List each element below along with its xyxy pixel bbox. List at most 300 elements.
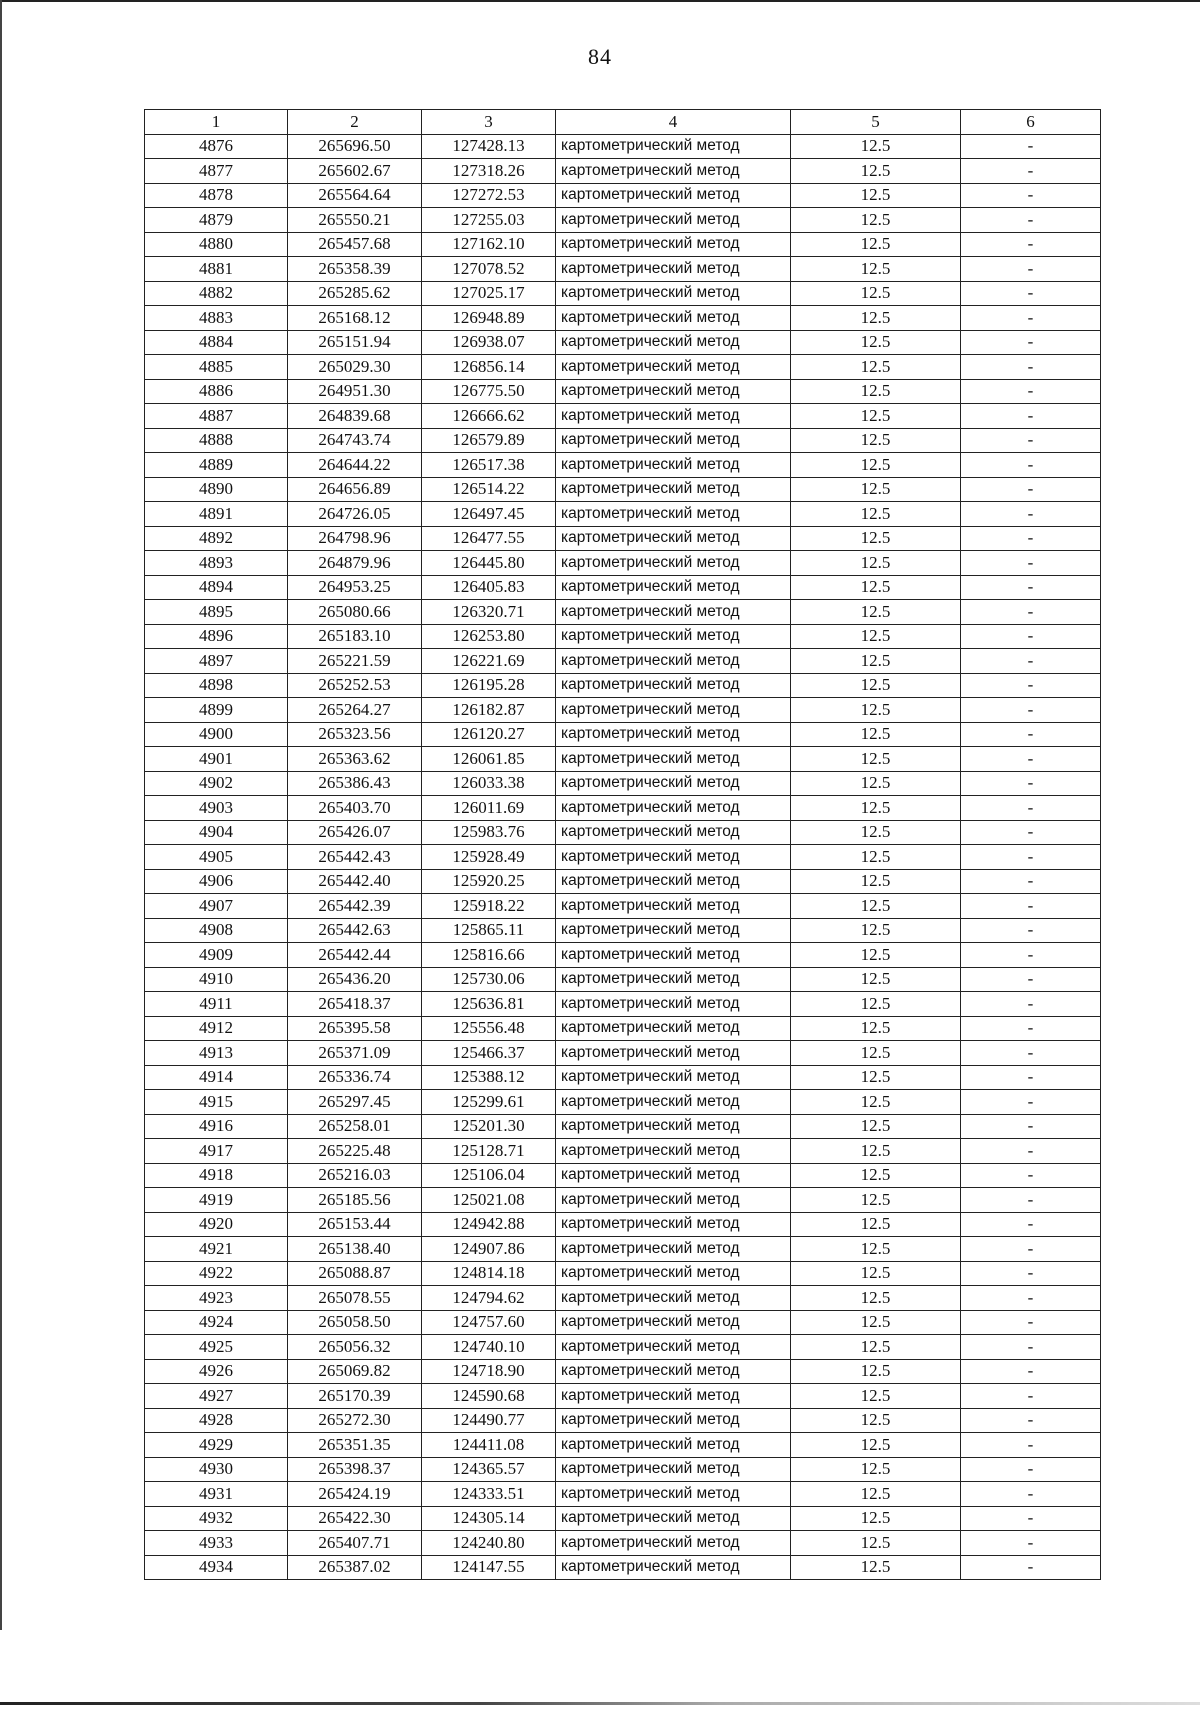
table-cell: 12.5 (791, 159, 961, 184)
table-row (145, 649, 1101, 674)
table-cell: картометрический метод (556, 355, 791, 380)
table-cell: 124240.80 (422, 1531, 556, 1556)
table-cell: 126221.69 (422, 649, 556, 674)
table-row (145, 624, 1101, 649)
table-cell: 4925 (145, 1335, 288, 1360)
table-cell: 12.5 (791, 894, 961, 919)
table-cell: - (961, 1261, 1101, 1286)
table-cell: 4933 (145, 1531, 288, 1556)
table-cell: 124305.14 (422, 1506, 556, 1531)
table-cell: 4919 (145, 1188, 288, 1213)
table-row (145, 477, 1101, 502)
table-cell: 264656.89 (288, 477, 422, 502)
scan-edge-bottom (0, 1702, 1200, 1705)
table-cell: картометрический метод (556, 943, 791, 968)
table-cell: 4908 (145, 918, 288, 943)
table-row (145, 453, 1101, 478)
table-row (145, 722, 1101, 747)
table-cell: картометрический метод (556, 771, 791, 796)
table-cell: картометрический метод (556, 796, 791, 821)
table-cell: 125983.76 (422, 820, 556, 845)
table-cell: - (961, 1433, 1101, 1458)
table-cell: 12.5 (791, 673, 961, 698)
table-row (145, 159, 1101, 184)
table-cell: картометрический метод (556, 1555, 791, 1580)
table-row (145, 1016, 1101, 1041)
table-row (145, 1065, 1101, 1090)
table-row (145, 869, 1101, 894)
table-cell: 126514.22 (422, 477, 556, 502)
table-cell: 265272.30 (288, 1408, 422, 1433)
table-cell: картометрический метод (556, 257, 791, 282)
table-cell: - (961, 1482, 1101, 1507)
table-cell: 4910 (145, 967, 288, 992)
table-cell: 4882 (145, 281, 288, 306)
table-cell: 126120.27 (422, 722, 556, 747)
table-cell: 265170.39 (288, 1384, 422, 1409)
table-cell: 125201.30 (422, 1114, 556, 1139)
table-cell: 12.5 (791, 1335, 961, 1360)
table-row (145, 1384, 1101, 1409)
table-cell: картометрический метод (556, 722, 791, 747)
table-cell: картометрический метод (556, 1016, 791, 1041)
table-cell: 4898 (145, 673, 288, 698)
table-cell: картометрический метод (556, 1261, 791, 1286)
table-cell: картометрический метод (556, 1531, 791, 1556)
table-cell: 265185.56 (288, 1188, 422, 1213)
table-row (145, 673, 1101, 698)
table-cell: 124757.60 (422, 1310, 556, 1335)
table-cell: 4877 (145, 159, 288, 184)
table-cell: - (961, 1163, 1101, 1188)
table-cell: 265252.53 (288, 673, 422, 698)
table-cell: - (961, 355, 1101, 380)
table-cell: 265358.39 (288, 257, 422, 282)
table-cell: 4883 (145, 306, 288, 331)
table-cell: 265297.45 (288, 1090, 422, 1115)
table-cell: 12.5 (791, 992, 961, 1017)
table-cell: картометрический метод (556, 1482, 791, 1507)
table-cell: 126477.55 (422, 526, 556, 551)
table-cell: - (961, 992, 1101, 1017)
table-cell: 126497.45 (422, 502, 556, 527)
table-cell: - (961, 1555, 1101, 1580)
table-cell: 4885 (145, 355, 288, 380)
column-header: 2 (288, 110, 422, 135)
table-cell: 125920.25 (422, 869, 556, 894)
table-cell: картометрический метод (556, 1114, 791, 1139)
table-cell: картометрический метод (556, 232, 791, 257)
table-cell: - (961, 747, 1101, 772)
table-cell: 125730.06 (422, 967, 556, 992)
table-cell: 12.5 (791, 330, 961, 355)
table-row (145, 428, 1101, 453)
table-cell: 265602.67 (288, 159, 422, 184)
table-cell: - (961, 820, 1101, 845)
table-cell: - (961, 257, 1101, 282)
table-cell: 12.5 (791, 1139, 961, 1164)
table-cell: 125021.08 (422, 1188, 556, 1213)
table-cell: - (961, 943, 1101, 968)
table-row (145, 943, 1101, 968)
table-row (145, 1261, 1101, 1286)
table-cell: 127162.10 (422, 232, 556, 257)
table-row (145, 1090, 1101, 1115)
table-cell: 126011.69 (422, 796, 556, 821)
table-cell: 127318.26 (422, 159, 556, 184)
table-cell: картометрический метод (556, 1139, 791, 1164)
table-cell: картометрический метод (556, 992, 791, 1017)
table-row (145, 1188, 1101, 1213)
table-cell: - (961, 1114, 1101, 1139)
table-cell: 4897 (145, 649, 288, 674)
table-cell: картометрический метод (556, 404, 791, 429)
table-cell: картометрический метод (556, 1433, 791, 1458)
table-cell: 12.5 (791, 183, 961, 208)
table-row (145, 1163, 1101, 1188)
table-cell: 4886 (145, 379, 288, 404)
table-row (145, 1531, 1101, 1556)
table-cell: 4892 (145, 526, 288, 551)
table-cell: - (961, 330, 1101, 355)
table-cell: 265426.07 (288, 820, 422, 845)
table-row (145, 1457, 1101, 1482)
table-cell: картометрический метод (556, 600, 791, 625)
table-cell: - (961, 1408, 1101, 1433)
table-cell: - (961, 1212, 1101, 1237)
table-cell: 265398.37 (288, 1457, 422, 1482)
table-cell: 4900 (145, 722, 288, 747)
table-cell: 12.5 (791, 404, 961, 429)
table-cell: 12.5 (791, 1359, 961, 1384)
table-cell: 265407.71 (288, 1531, 422, 1556)
table-cell: 265225.48 (288, 1139, 422, 1164)
table-cell: - (961, 1090, 1101, 1115)
table-cell: 4930 (145, 1457, 288, 1482)
table-cell: картометрический метод (556, 624, 791, 649)
table-row (145, 1310, 1101, 1335)
table-cell: - (961, 281, 1101, 306)
table-cell: - (961, 1457, 1101, 1482)
table-cell: 12.5 (791, 453, 961, 478)
table-cell: картометрический метод (556, 183, 791, 208)
table-cell: - (961, 1016, 1101, 1041)
table-cell: - (961, 967, 1101, 992)
table-cell: 125865.11 (422, 918, 556, 943)
table-cell: 4904 (145, 820, 288, 845)
table-row (145, 1114, 1101, 1139)
table-cell: 265442.40 (288, 869, 422, 894)
table-cell: 12.5 (791, 796, 961, 821)
table-cell: 12.5 (791, 134, 961, 159)
table-cell: 4890 (145, 477, 288, 502)
table-cell: 12.5 (791, 208, 961, 233)
table-header-row (145, 110, 1101, 135)
table-cell: - (961, 1237, 1101, 1262)
table-cell: 125299.61 (422, 1090, 556, 1115)
table-cell: - (961, 1188, 1101, 1213)
table-cell: картометрический метод (556, 379, 791, 404)
table-row (145, 183, 1101, 208)
table-cell: - (961, 918, 1101, 943)
table-row (145, 1359, 1101, 1384)
table-cell: 265436.20 (288, 967, 422, 992)
table-cell: 124740.10 (422, 1335, 556, 1360)
table-cell: 265442.63 (288, 918, 422, 943)
table-cell: 265323.56 (288, 722, 422, 747)
table-cell: картометрический метод (556, 1457, 791, 1482)
table-cell: 4915 (145, 1090, 288, 1115)
table-cell: 265216.03 (288, 1163, 422, 1188)
table-cell: 4926 (145, 1359, 288, 1384)
table-cell: картометрический метод (556, 1359, 791, 1384)
table-cell: 12.5 (791, 649, 961, 674)
table-cell: 124942.88 (422, 1212, 556, 1237)
table-cell: 125556.48 (422, 1016, 556, 1041)
table-cell: 265422.30 (288, 1506, 422, 1531)
table-cell: 265285.62 (288, 281, 422, 306)
table-cell: 265442.39 (288, 894, 422, 919)
column-header: 4 (556, 110, 791, 135)
table-cell: 12.5 (791, 1188, 961, 1213)
table-cell: - (961, 1065, 1101, 1090)
table-cell: картометрический метод (556, 894, 791, 919)
table-row (145, 967, 1101, 992)
table-row (145, 918, 1101, 943)
table-row (145, 208, 1101, 233)
table-cell: 4916 (145, 1114, 288, 1139)
table-cell: - (961, 428, 1101, 453)
table-row (145, 1433, 1101, 1458)
table-cell: 4884 (145, 330, 288, 355)
table-cell: 12.5 (791, 845, 961, 870)
table-cell: 4932 (145, 1506, 288, 1531)
table-cell: 265403.70 (288, 796, 422, 821)
table-cell: 12.5 (791, 1555, 961, 1580)
table-cell: картометрический метод (556, 1090, 791, 1115)
table-cell: 12.5 (791, 477, 961, 502)
table-row (145, 1482, 1101, 1507)
table-cell: 265442.44 (288, 943, 422, 968)
table-cell: - (961, 404, 1101, 429)
table-row (145, 1408, 1101, 1433)
table-cell: 12.5 (791, 1310, 961, 1335)
table-cell: - (961, 1041, 1101, 1066)
table-cell: картометрический метод (556, 1286, 791, 1311)
table-cell: - (961, 796, 1101, 821)
table-cell: - (961, 894, 1101, 919)
table-cell: 12.5 (791, 281, 961, 306)
table-body (145, 134, 1101, 1580)
table-cell: 12.5 (791, 1506, 961, 1531)
table-cell: 12.5 (791, 1114, 961, 1139)
table-cell: 12.5 (791, 502, 961, 527)
table-cell: 127428.13 (422, 134, 556, 159)
table-cell: 12.5 (791, 232, 961, 257)
table-cell: картометрический метод (556, 845, 791, 870)
column-header: 6 (961, 110, 1101, 135)
table-cell: 125928.49 (422, 845, 556, 870)
table-row (145, 894, 1101, 919)
table-row (145, 502, 1101, 527)
table-row (145, 232, 1101, 257)
table-cell: - (961, 575, 1101, 600)
table-cell: - (961, 1139, 1101, 1164)
table-cell: 126405.83 (422, 575, 556, 600)
table-row (145, 771, 1101, 796)
table-cell: - (961, 526, 1101, 551)
table-cell: 12.5 (791, 624, 961, 649)
table-cell: картометрический метод (556, 1408, 791, 1433)
table-cell: 126517.38 (422, 453, 556, 478)
table-cell: 265078.55 (288, 1286, 422, 1311)
table-cell: 4921 (145, 1237, 288, 1262)
table-cell: картометрический метод (556, 1212, 791, 1237)
table-cell: картометрический метод (556, 1335, 791, 1360)
table-cell: 265258.01 (288, 1114, 422, 1139)
table-cell: 126579.89 (422, 428, 556, 453)
table-cell: 124718.90 (422, 1359, 556, 1384)
table-cell: 4912 (145, 1016, 288, 1041)
table-cell: 124590.68 (422, 1384, 556, 1409)
table-cell: 12.5 (791, 257, 961, 282)
table-cell: 264953.25 (288, 575, 422, 600)
table-cell: 12.5 (791, 1531, 961, 1556)
table-cell: 265387.02 (288, 1555, 422, 1580)
table-cell: 4889 (145, 453, 288, 478)
table-cell: - (961, 1384, 1101, 1409)
table-cell: 12.5 (791, 551, 961, 576)
table-cell: 126856.14 (422, 355, 556, 380)
table-cell: 12.5 (791, 428, 961, 453)
table-cell: 265351.35 (288, 1433, 422, 1458)
table-cell: картометрический метод (556, 1506, 791, 1531)
table-cell: 4909 (145, 943, 288, 968)
table-cell: 264798.96 (288, 526, 422, 551)
table-cell: картометрический метод (556, 551, 791, 576)
table-cell: - (961, 1506, 1101, 1531)
table-cell: - (961, 134, 1101, 159)
table-cell: 124147.55 (422, 1555, 556, 1580)
table-cell: 124411.08 (422, 1433, 556, 1458)
table-cell: 265151.94 (288, 330, 422, 355)
table-cell: 125106.04 (422, 1163, 556, 1188)
table-row (145, 698, 1101, 723)
table-cell: картометрический метод (556, 306, 791, 331)
table-cell: 265088.87 (288, 1261, 422, 1286)
table-cell: - (961, 477, 1101, 502)
table-cell: 4902 (145, 771, 288, 796)
table-cell: картометрический метод (556, 1041, 791, 1066)
table-cell: - (961, 159, 1101, 184)
table-cell: 265442.43 (288, 845, 422, 870)
table-row (145, 306, 1101, 331)
table-cell: 12.5 (791, 1016, 961, 1041)
table-row (145, 992, 1101, 1017)
table-cell: 4914 (145, 1065, 288, 1090)
page-number: 84 (588, 44, 612, 69)
table-cell: 4879 (145, 208, 288, 233)
table-cell: - (961, 649, 1101, 674)
table-row (145, 355, 1101, 380)
table-cell: 4918 (145, 1163, 288, 1188)
table-cell: 12.5 (791, 1163, 961, 1188)
table-cell: картометрический метод (556, 134, 791, 159)
table-cell: 4929 (145, 1433, 288, 1458)
table-row (145, 330, 1101, 355)
table-cell: 4931 (145, 1482, 288, 1507)
table-cell: 265138.40 (288, 1237, 422, 1262)
table-row (145, 1041, 1101, 1066)
table-row (145, 575, 1101, 600)
table-cell: картометрический метод (556, 1163, 791, 1188)
table-cell: картометрический метод (556, 428, 791, 453)
table-cell: - (961, 722, 1101, 747)
table-cell: 12.5 (791, 1212, 961, 1237)
table-cell: картометрический метод (556, 453, 791, 478)
table-cell: 4899 (145, 698, 288, 723)
table-cell: 264743.74 (288, 428, 422, 453)
table-cell: 127272.53 (422, 183, 556, 208)
table-cell: 4924 (145, 1310, 288, 1335)
table-cell: 12.5 (791, 1384, 961, 1409)
table-cell: 264839.68 (288, 404, 422, 429)
table-cell: - (961, 453, 1101, 478)
table-cell: картометрический метод (556, 698, 791, 723)
table-cell: 265080.66 (288, 600, 422, 625)
table-cell: - (961, 1310, 1101, 1335)
table-cell: 126938.07 (422, 330, 556, 355)
table-row (145, 281, 1101, 306)
table-cell: - (961, 1335, 1101, 1360)
table-cell: 124794.62 (422, 1286, 556, 1311)
table-cell: 265183.10 (288, 624, 422, 649)
table-cell: - (961, 379, 1101, 404)
table-cell: 264879.96 (288, 551, 422, 576)
table-row (145, 845, 1101, 870)
table-cell: 265418.37 (288, 992, 422, 1017)
table-cell: 4923 (145, 1286, 288, 1311)
table-row (145, 134, 1101, 159)
table-cell: 12.5 (791, 1286, 961, 1311)
table-cell: 125466.37 (422, 1041, 556, 1066)
table-row (145, 257, 1101, 282)
table-row (145, 1286, 1101, 1311)
table-cell: 124365.57 (422, 1457, 556, 1482)
table-cell: 265056.32 (288, 1335, 422, 1360)
table-cell: 4876 (145, 134, 288, 159)
table-cell: - (961, 306, 1101, 331)
table-cell: 127025.17 (422, 281, 556, 306)
table-cell: 4903 (145, 796, 288, 821)
table-cell: 4913 (145, 1041, 288, 1066)
table-cell: 12.5 (791, 698, 961, 723)
table-cell: 12.5 (791, 1457, 961, 1482)
table-cell: 265386.43 (288, 771, 422, 796)
table-cell: 265395.58 (288, 1016, 422, 1041)
table-row (145, 600, 1101, 625)
table-cell: - (961, 673, 1101, 698)
table-cell: - (961, 502, 1101, 527)
table-cell: 124490.77 (422, 1408, 556, 1433)
table-cell: 4934 (145, 1555, 288, 1580)
table-cell: - (961, 208, 1101, 233)
table-cell: 264726.05 (288, 502, 422, 527)
table-cell: картометрический метод (556, 281, 791, 306)
table-cell: 4927 (145, 1384, 288, 1409)
table-cell: 265371.09 (288, 1041, 422, 1066)
table-cell: - (961, 232, 1101, 257)
